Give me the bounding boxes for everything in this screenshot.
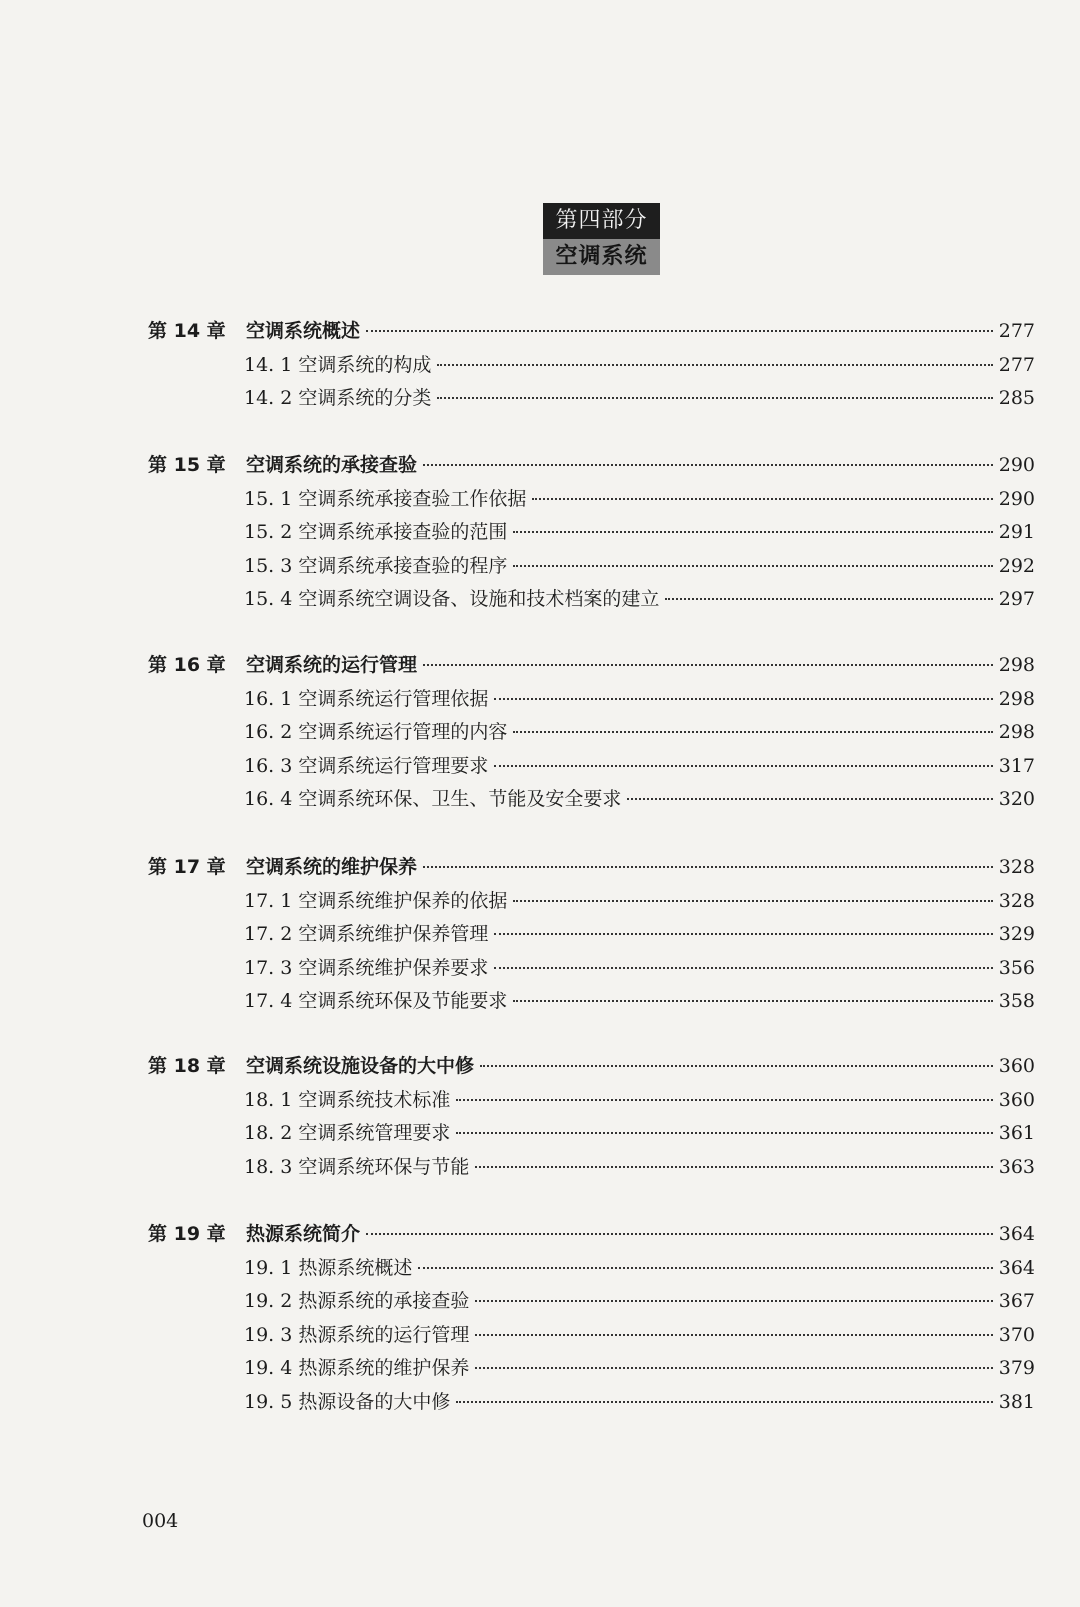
section-row[interactable] [244, 717, 1035, 747]
chapter-title: 空调系统设施设备的大中修 [246, 1055, 475, 1077]
part-header [543, 203, 660, 275]
dot-leader [423, 463, 993, 466]
section-page-number: 277 [998, 353, 1035, 376]
dot-leader [627, 797, 992, 800]
chapter-number: 第 16 章 [148, 654, 226, 676]
dot-leader [532, 497, 992, 500]
section-title: 19. 3 热源系统的运行管理 [244, 1323, 470, 1346]
section-row[interactable] [244, 1387, 1035, 1417]
section-page-number: 298 [998, 721, 1035, 744]
dot-leader [475, 1366, 992, 1369]
dot-leader [494, 966, 992, 969]
section-title: 15. 4 空调系统空调设备、设施和技术档案的建立 [244, 588, 660, 611]
section-title: 16. 4 空调系统环保、卫生、节能及安全要求 [244, 788, 622, 811]
dot-leader [475, 1165, 992, 1168]
dot-leader [494, 764, 992, 767]
dot-leader [366, 1232, 993, 1235]
chapter-row[interactable] [148, 316, 1035, 346]
dot-leader [475, 1333, 992, 1336]
section-page-number: 292 [998, 554, 1035, 577]
chapter-number: 第 18 章 [148, 1055, 226, 1077]
section-title: 19. 4 热源系统的维护保养 [244, 1357, 470, 1380]
section-page-number: 297 [998, 588, 1035, 611]
section-title: 16. 1 空调系统运行管理依据 [244, 687, 489, 710]
section-page-number: 285 [998, 387, 1035, 410]
section-page-number: 317 [998, 754, 1035, 777]
section-title: 15. 3 空调系统承接查验的程序 [244, 554, 508, 577]
section-page-number: 364 [998, 1256, 1035, 1279]
section-title: 15. 1 空调系统承接查验工作依据 [244, 487, 527, 510]
chapter-title: 空调系统的承接查验 [246, 454, 418, 476]
dot-leader [418, 1266, 992, 1269]
section-page-number: 356 [998, 956, 1035, 979]
dot-leader [366, 329, 993, 332]
dot-leader [513, 999, 992, 1002]
dot-leader [494, 932, 992, 935]
chapter-page-number: 360 [998, 1055, 1035, 1077]
section-title: 17. 2 空调系统维护保养管理 [244, 923, 489, 946]
section-row[interactable] [244, 784, 1035, 814]
section-row[interactable] [244, 1353, 1035, 1383]
section-row[interactable] [244, 551, 1035, 581]
dot-leader [513, 899, 992, 902]
section-row[interactable] [244, 1085, 1035, 1115]
chapter-page-number: 328 [998, 856, 1035, 878]
section-page-number: 360 [998, 1088, 1035, 1111]
chapter-number: 第 17 章 [148, 856, 226, 878]
dot-leader [437, 363, 992, 366]
dot-leader [456, 1400, 992, 1403]
section-row[interactable] [244, 886, 1035, 916]
section-title: 19. 2 热源系统的承接查验 [244, 1290, 470, 1313]
section-row[interactable] [244, 584, 1035, 614]
section-row[interactable] [244, 1118, 1035, 1148]
section-page-number: 298 [998, 687, 1035, 710]
part-label: 第四部分 [543, 203, 660, 239]
section-page-number: 381 [998, 1391, 1035, 1413]
section-title: 14. 1 空调系统的构成 [244, 353, 432, 376]
dot-leader [437, 396, 992, 399]
section-title: 17. 4 空调系统环保及节能要求 [244, 990, 508, 1013]
dot-leader [475, 1299, 992, 1302]
section-page-number: 363 [998, 1155, 1035, 1178]
section-title: 18. 1 空调系统技术标准 [244, 1088, 451, 1111]
section-row[interactable] [244, 684, 1035, 714]
section-title: 18. 2 空调系统管理要求 [244, 1122, 451, 1145]
section-title: 19. 5 热源设备的大中修 [244, 1391, 451, 1413]
dot-leader [423, 865, 993, 868]
chapter-row[interactable] [148, 650, 1035, 680]
chapter-row[interactable] [148, 1219, 1035, 1249]
section-row[interactable] [244, 953, 1035, 983]
chapter-page-number: 298 [998, 654, 1035, 676]
section-row[interactable] [244, 1152, 1035, 1182]
chapter-row[interactable] [148, 852, 1035, 882]
dot-leader [456, 1131, 992, 1134]
section-title: 17. 3 空调系统维护保养要求 [244, 956, 489, 979]
dot-leader [513, 730, 992, 733]
section-page-number: 379 [998, 1357, 1035, 1380]
section-page-number: 328 [998, 889, 1035, 912]
section-row[interactable] [244, 1320, 1035, 1350]
section-page-number: 329 [998, 923, 1035, 946]
section-title: 15. 2 空调系统承接查验的范围 [244, 521, 508, 544]
chapter-title: 空调系统的运行管理 [246, 654, 418, 676]
chapter-number: 第 15 章 [148, 454, 226, 476]
section-row[interactable] [244, 383, 1035, 413]
chapter-page-number: 364 [998, 1223, 1035, 1245]
section-title: 16. 3 空调系统运行管理要求 [244, 754, 489, 777]
section-row[interactable] [244, 919, 1035, 949]
part-title: 空调系统 [543, 239, 660, 275]
section-row[interactable] [244, 1286, 1035, 1316]
dot-leader [494, 697, 992, 700]
section-title: 19. 1 热源系统概述 [244, 1256, 413, 1279]
chapter-row[interactable] [148, 1051, 1035, 1081]
chapter-title: 热源系统简介 [246, 1223, 361, 1245]
chapter-title: 空调系统的维护保养 [246, 856, 418, 878]
dot-leader [513, 564, 992, 567]
chapter-row[interactable] [148, 450, 1035, 480]
section-title: 16. 2 空调系统运行管理的内容 [244, 721, 508, 744]
section-page-number: 358 [998, 990, 1035, 1013]
dot-leader [456, 1098, 992, 1101]
dot-leader [423, 663, 993, 666]
dot-leader [665, 597, 992, 600]
chapter-title: 空调系统概述 [246, 320, 361, 342]
section-page-number: 320 [998, 788, 1035, 811]
section-row[interactable] [244, 350, 1035, 380]
section-page-number: 290 [998, 487, 1035, 510]
section-page-number: 361 [998, 1122, 1035, 1145]
dot-leader [480, 1064, 993, 1067]
section-row[interactable] [244, 1253, 1035, 1283]
section-page-number: 370 [998, 1323, 1035, 1346]
dot-leader [513, 530, 992, 533]
footer-page-number: 004 [142, 1510, 179, 1532]
chapter-page-number: 277 [998, 320, 1035, 342]
section-row[interactable] [244, 986, 1035, 1016]
section-title: 14. 2 空调系统的分类 [244, 387, 432, 410]
section-page-number: 367 [998, 1290, 1035, 1313]
section-title: 18. 3 空调系统环保与节能 [244, 1155, 470, 1178]
section-row[interactable] [244, 517, 1035, 547]
section-row[interactable] [244, 751, 1035, 781]
chapter-number: 第 19 章 [148, 1223, 226, 1245]
chapter-page-number: 290 [998, 454, 1035, 476]
chapter-number: 第 14 章 [148, 320, 226, 342]
section-row[interactable] [244, 484, 1035, 514]
section-title: 17. 1 空调系统维护保养的依据 [244, 889, 508, 912]
section-page-number: 291 [998, 521, 1035, 544]
